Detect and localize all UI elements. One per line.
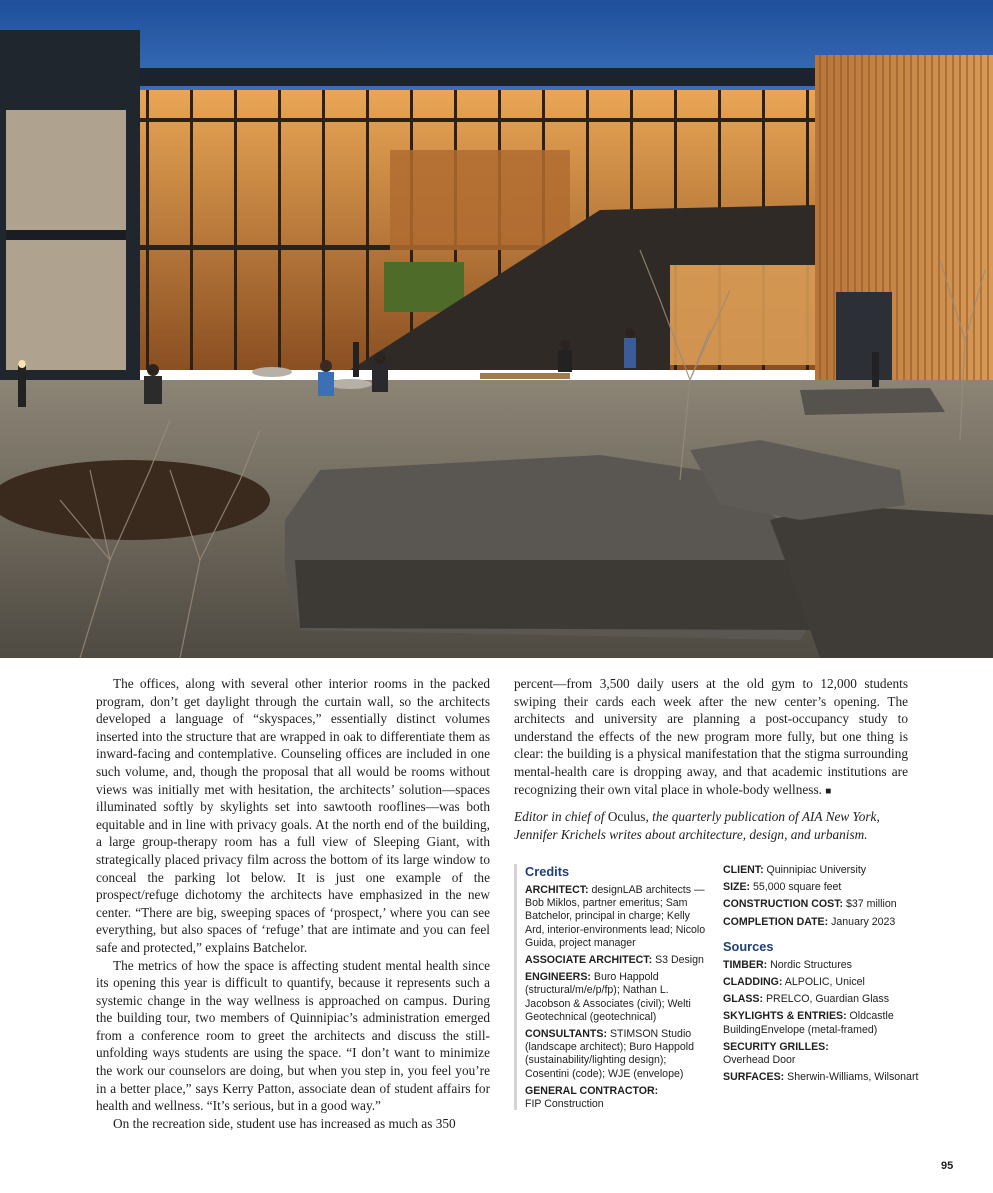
- credit-entry: [723, 864, 923, 877]
- credit-entry: [525, 971, 710, 1024]
- source-label: SECURITY GRILLES:: [723, 1040, 829, 1053]
- credit-entry: [723, 898, 923, 911]
- credit-value: January 2023: [828, 915, 896, 928]
- article-paragraph: The offices, along with several other interior rooms in the packed program, don’t get daylight through the curtain wall, so the architects developed a language of “skyspaces,” essentially distinct volumes inserted into the structure that are wrapped in oak to differentiate them as inward-facing and contemplative. Counseling offices are included in one such volume, and, though the proposal that all would be rooms without views was initially met with hesitation, the architects’ solution—spaces illuminated softly by skylights set into sawtooth rooflines—was both equitable and in line with privacy goals. At the north end of the building, a large group-therapy room has a full view of Sleeping Giant, with strategically placed privacy film across the bottom of its large window to conceal the parking lot below. It is just one example of the prospect/refuge dichotomy the architects have emphasized in the new center. “There are big, sweeping spaces of ‘prospect,’ where you can see everything, but also spaces of ‘refuge’ that are intimate and you can feel safe and protected,” explains Batchelor.: [96, 676, 490, 955]
- credit-label: COMPLETION DATE:: [723, 915, 829, 928]
- sources-heading: Sources: [723, 938, 774, 954]
- source-entry: [723, 1071, 923, 1084]
- source-entry: [723, 1041, 923, 1067]
- source-label: SURFACES:: [723, 1071, 785, 1084]
- source-value: Sherwin-Williams, Wilsonart: [784, 1071, 919, 1084]
- source-entry: [723, 993, 923, 1006]
- credit-label: ARCHITECT:: [525, 884, 589, 896]
- credit-label: GENERAL CONTRACTOR:: [525, 1084, 659, 1097]
- credits-right-column: [723, 864, 923, 1088]
- credit-value: $37 million: [843, 898, 897, 911]
- author-bio: [514, 808, 908, 844]
- credit-value: designLAB architects — Bob Miklos, partner emeritus; Sam Batchelor, principal in charge; Kelly Ard, interior-environments lead; Nicolo Guida, project manager: [525, 884, 706, 949]
- article-paragraph: The metrics of how the space is affecting student mental health since its opening this year is difficult to quantify, because it represents such a systemic change in the way wellness is approached on campus. During the building tour, two members of Quinnipiac’s administration emerged from a conference room to greet the architects and discuss the still-unfolding ways students are using the space. “I don’t want to minimize the work our counselors are doing, but when you step in, you feel you’re in a better place,” says Kerry Patton, associate dean of student affairs for health and wellness. “It’s serious, but in a good way.”: [96, 957, 490, 1114]
- credit-entry: [525, 1085, 710, 1111]
- article-right-column: [514, 675, 908, 800]
- source-entry: [723, 1010, 923, 1036]
- credit-entry: [723, 881, 923, 894]
- article-left-column: [96, 675, 490, 1132]
- credits-left-column: [525, 864, 710, 1115]
- source-entry: [723, 976, 923, 989]
- credit-label: CONSTRUCTION COST:: [723, 898, 844, 911]
- bio-suffix: , the quarterly publication of AIA New York, Jennifer Krichels writes about architecture, design, and urbanism.: [514, 809, 880, 842]
- credit-entry: [723, 916, 923, 929]
- credit-value: Buro Happold (structural/m/e/p/fp); Nathan L. Jacobson & Associates (civil); Welti Geotechnical (geotechnical): [525, 971, 691, 1023]
- credit-value: Quinnipiac University: [763, 864, 867, 876]
- credit-entry: [525, 1028, 710, 1081]
- bio-prefix: Editor in chief of: [514, 809, 608, 824]
- credit-value: S3 Design: [652, 954, 704, 967]
- credit-entry: [525, 884, 710, 950]
- source-label: CLADDING:: [723, 976, 783, 989]
- source-entry: [723, 959, 923, 972]
- source-label: GLASS:: [723, 993, 764, 1006]
- article-paragraph: On the recreation side, student use has increased as much as 350: [113, 1115, 456, 1131]
- source-value: Nordic Structures: [767, 958, 852, 971]
- page-number: 95: [941, 1160, 954, 1172]
- bio-publication: Oculus: [607, 809, 646, 824]
- credit-value: STIMSON Studio (landscape architect); Buro Happold (sustainability/lighting design); Cosentini (code); WJE (envelope): [525, 1028, 695, 1080]
- article-paragraph-text: percent—from 3,500 daily users at the old gym to 12,000 students swiping their cards each week after the new center’s opening. The architects and university are planning a post-occupancy study to understand the effects of the new program more fully, but one thing is clear: the building is a physical manifestation that the stigma surrounding mental-health care is dropping away, and that academic institutions are recognizing their own vital place in whole-body wellness.: [514, 676, 908, 797]
- article-paragraph-continued: [514, 675, 908, 800]
- source-value: ALPOLIC, Unicel: [782, 976, 865, 989]
- credit-label: ASSOCIATE ARCHITECT:: [525, 954, 653, 967]
- credits-rule: [514, 864, 517, 1110]
- credit-value: 55,000 square feet: [750, 881, 842, 894]
- credit-value: FIP Construction: [525, 1098, 604, 1111]
- source-label: TIMBER:: [723, 958, 768, 971]
- credits-heading: Credits: [525, 864, 570, 879]
- credit-label: CLIENT:: [723, 864, 764, 876]
- source-value: PRELCO, Guardian Glass: [763, 993, 890, 1006]
- credit-label: SIZE:: [723, 881, 751, 894]
- credit-label: ENGINEERS:: [525, 971, 591, 984]
- credit-entry: [525, 954, 710, 967]
- source-label: SKYLIGHTS & ENTRIES:: [723, 1010, 847, 1023]
- source-value: Overhead Door: [723, 1054, 796, 1067]
- end-mark: ■: [825, 785, 832, 797]
- source-value: Oldcastle BuildingEnvelope (metal-framed): [723, 1010, 894, 1036]
- credit-label: CONSULTANTS:: [525, 1028, 607, 1041]
